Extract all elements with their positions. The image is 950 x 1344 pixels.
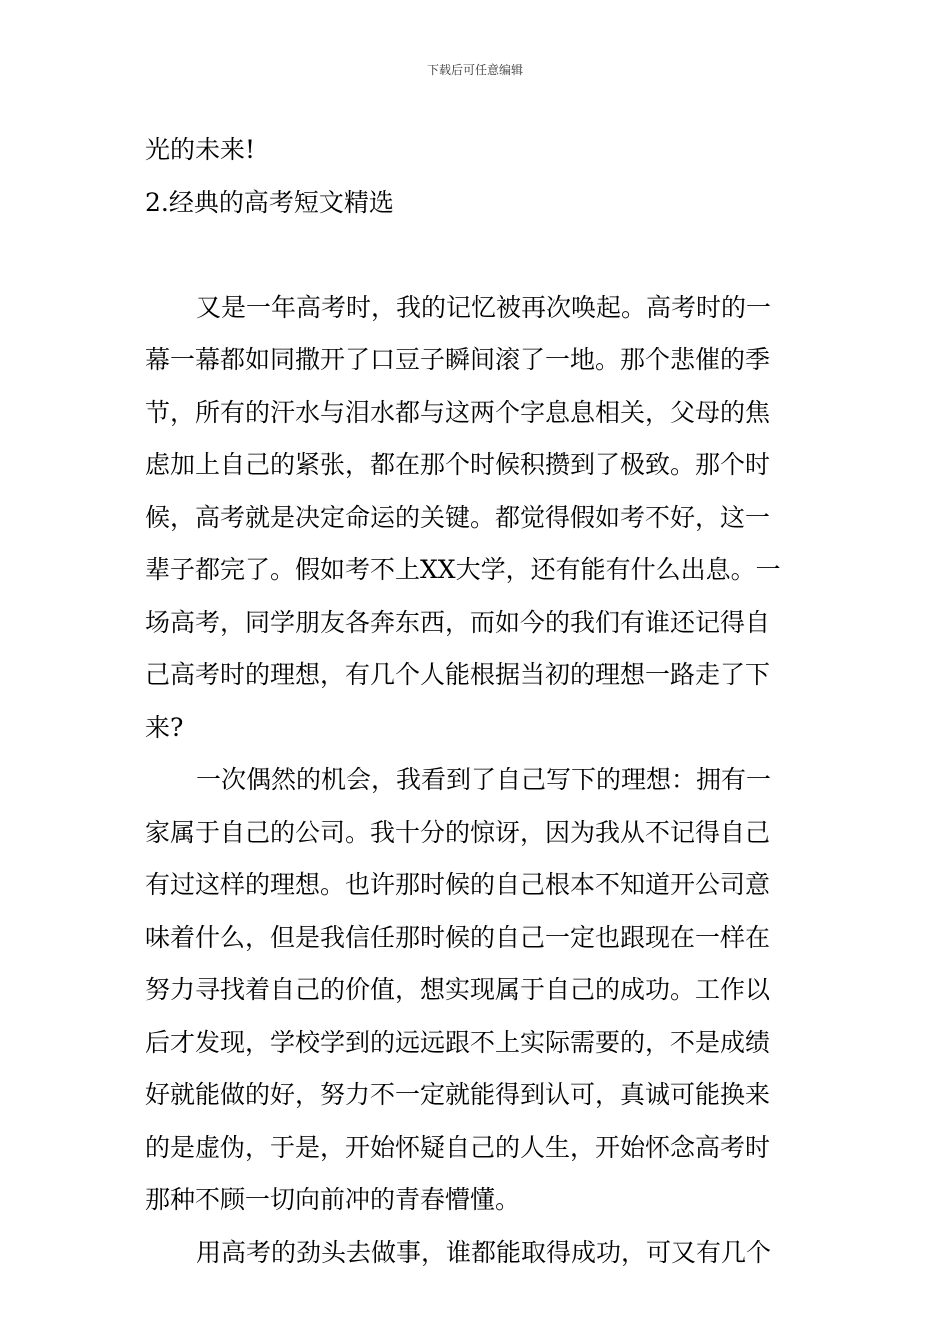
paragraph-line: 味着什么，但是我信任那时候的自己一定也跟现在一样在 <box>145 922 771 952</box>
paragraph-line: 节，所有的汗水与泪水都与这两个字息息相关，父母的焦 <box>145 397 771 427</box>
paragraph-line: 努力寻找着自己的价值，想实现属于自己的成功。工作以 <box>145 975 771 1004</box>
page-header: 下载后可任意编辑 <box>426 63 523 77</box>
paragraph-line: 有过这样的理想。也许那时候的自己根本不知道开公司意 <box>145 870 771 899</box>
paragraph-line: 来? <box>145 712 184 742</box>
intro-line: 光的未来! <box>145 135 256 164</box>
paragraph-2 <box>145 754 807 1227</box>
paragraph-line: 一次偶然的机会，我看到了自己写下的理想：拥有一 <box>196 765 772 794</box>
paragraph-line: 后才发现，学校学到的远远跟不上实际需要的，不是成绩 <box>145 1027 771 1057</box>
document-body <box>145 124 807 1279</box>
paragraph-line: 虑加上自己的紧张，都在那个时候积攒到了极致。那个时 <box>145 450 771 479</box>
paragraph-3 <box>145 1227 807 1280</box>
paragraph-line: 又是一年高考时，我的记忆被再次唤起。高考时的一 <box>196 292 772 322</box>
paragraph-line: 好就能做的好，努力不一定就能得到认可，真诚可能换来 <box>145 1080 771 1109</box>
paragraph-line: 候，高考就是决定命运的关键。都觉得假如考不好，这一 <box>145 502 771 532</box>
section-title: 2.经典的高考短文精选 <box>145 187 394 217</box>
paragraph-line: 辈子都完了。假如考不上XX大学，还有能有什么出息。一 <box>145 555 781 584</box>
paragraph-1 <box>145 282 807 755</box>
paragraph-line: 家属于自己的公司。我十分的惊讶，因为我从不记得自己 <box>145 817 771 847</box>
paragraph-line: 用高考的劲头去做事，谁都能取得成功，可又有几个 <box>196 1237 772 1267</box>
paragraph-line: 幕一幕都如同撒开了口豆子瞬间滚了一地。那个悲催的季 <box>145 345 771 374</box>
paragraph-line: 场高考，同学朋友各奔东西，而如今的我们有谁还记得自 <box>145 607 771 637</box>
paragraph-line: 那种不顾一切向前冲的青春懵懂。 <box>145 1185 521 1214</box>
paragraph-line: 的是虚伪，于是，开始怀疑自己的人生，开始怀念高考时 <box>145 1132 771 1162</box>
blank-line <box>145 229 807 282</box>
paragraph-line: 己高考时的理想，有几个人能根据当初的理想一路走了下 <box>145 660 771 689</box>
